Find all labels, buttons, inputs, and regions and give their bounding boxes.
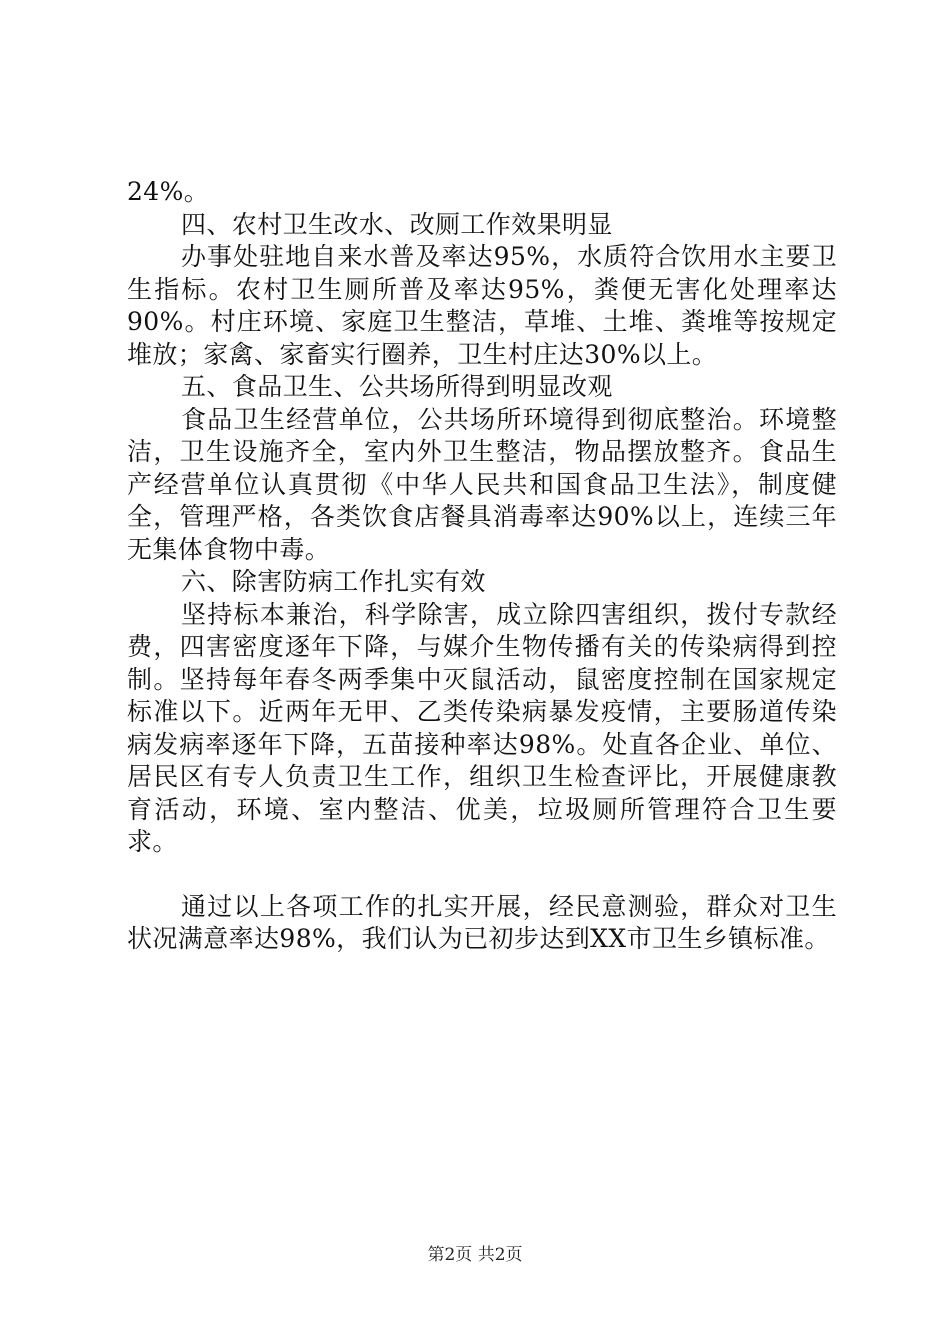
section-body-6: 坚持标本兼治，科学除害，成立除四害组织，拨付专款经费，四害密度逐年下降，与媒介生物传播有关的传染病得到控制。坚持每年春冬两季集中灭鼠活动，鼠密度控制在国家规定标准以下。近两年无甲、乙类传染病暴发疫情，主要肠道传染病发病率逐年下降，五苗接种率达98%。处直各企业、单位、居民区有专人负责卫生工作，组织卫生检查评比，开展健康教育活动，环境、室内整洁、优美，垃圾厕所管理符合卫生要求。 [127,599,837,856]
page-footer [0,1245,950,1265]
section-heading-5: 五、食品卫生、公共场所得到明显改观 [181,372,613,401]
section-body-4: 办事处驻地自来水普及率达95%，水质符合饮用水主要卫生指标。农村卫生厕所普及率达95%，粪便无害化处理率达90%。村庄环境、家庭卫生整洁，草堆、土堆、粪堆等按规定堆放；家禽、家畜实行圈养，卫生村庄达30%以上。 [127,242,837,369]
section-heading-6: 六、除害防病工作扎实有效 [181,567,486,596]
paragraph-continuation: 24%。 [127,177,210,206]
conclusion-paragraph: 通过以上各项工作的扎实开展，经民意测验，群众对卫生状况满意率达98%，我们认为已初步达到XX市卫生乡镇标准。 [127,891,837,953]
document-body [127,176,837,956]
page-number-label: 第2页 共2页 [427,1245,523,1265]
section-body-5: 食品卫生经营单位，公共场所环境得到彻底整治。环境整洁，卫生设施齐全，室内外卫生整洁，物品摆放整齐。食品生产经营单位认真贯彻《中华人民共和国食品卫生法》，制度健全，管理严格，各类饮食店餐具消毒率达90%以上，连续三年无集体食物中毒。 [127,404,837,564]
paragraph-spacer [127,859,837,891]
section-heading-4: 四、农村卫生改水、改厕工作效果明显 [181,209,613,239]
